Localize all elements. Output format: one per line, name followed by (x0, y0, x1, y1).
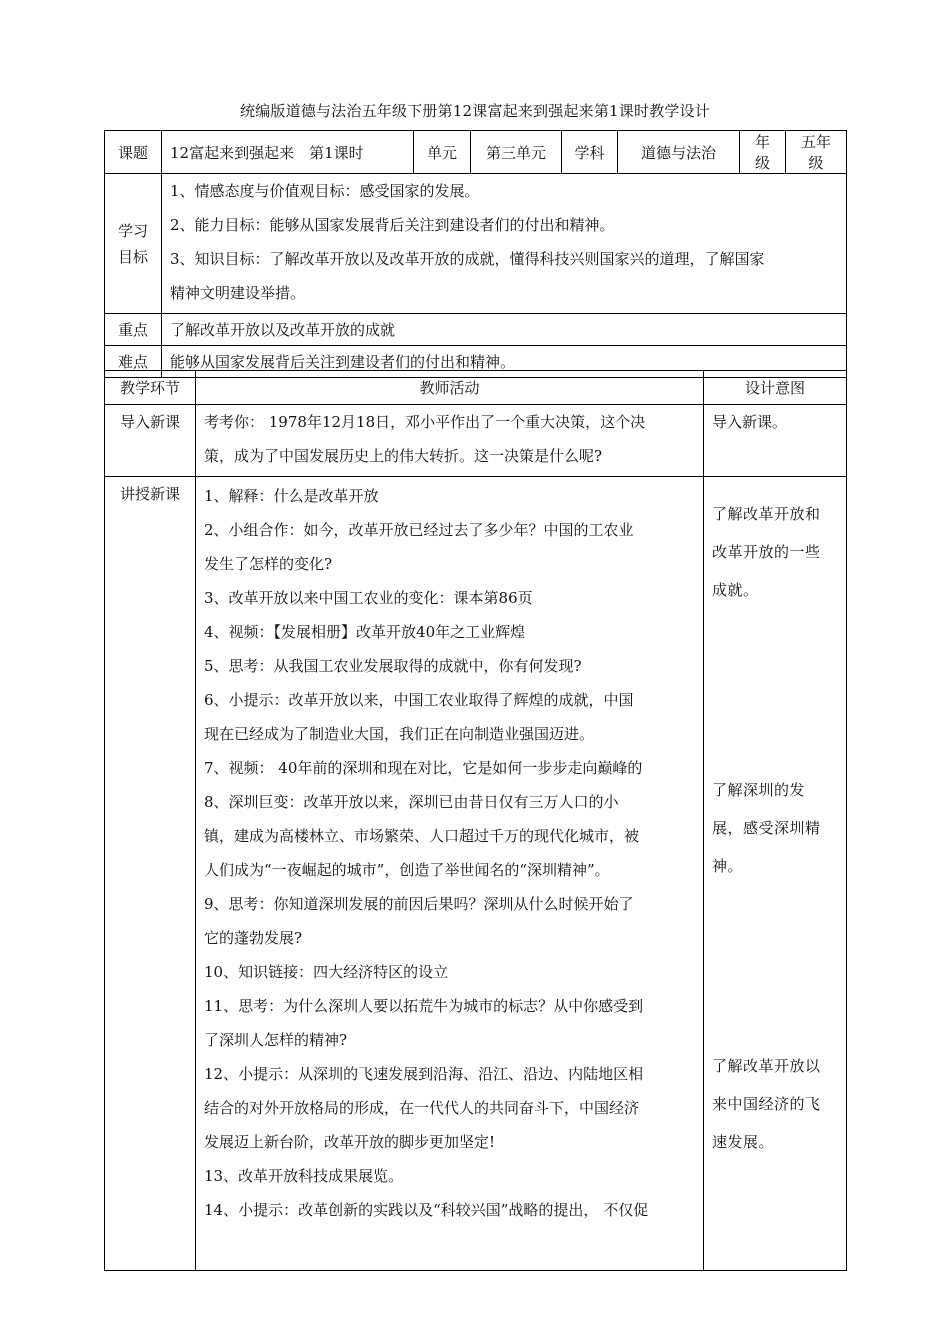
objectives-label: 学习 目标 (105, 174, 162, 314)
header-stage: 教学环节 (105, 371, 196, 405)
activity-line: 镇，建成为高楼林立、市场繁荣、人口超过千万的现代化城市，被 (204, 827, 640, 845)
activity-line: 现在已经成为了制造业大国，我们正在向制造业强国迈进。 (204, 725, 595, 743)
objective-item: 3、知识目标：了解改革开放以及改革开放的成就，懂得科技兴则国家兴的道理，了解国家 (170, 250, 765, 268)
grade-value: 五年级 (786, 131, 847, 174)
activity-line: 了深圳人怎样的精神? (204, 1031, 348, 1049)
subject-label: 学科 (562, 131, 618, 174)
activity-line: 结合的对外开放格局的形成，在一代代人的共同奋斗下，中国经济 (204, 1099, 640, 1117)
header-design-purpose: 设计意图 (704, 371, 847, 405)
purpose-line: 改革开放的一些 (712, 543, 821, 561)
activity-line: 8、深圳巨变：改革开放以来，深圳已由昔日仅有三万人口的小 (204, 793, 619, 811)
key-point-label: 重点 (105, 314, 162, 346)
activity-line: 7、视频： 40年前的深圳和现在对比，它是如何一步步走向巅峰的 (204, 759, 643, 777)
activity-line: 14、小提示：改革创新的实践以及“科较兴国”战略的提出， 不仅促 (204, 1201, 649, 1219)
purpose-line: 成就。 (712, 581, 759, 599)
activity-line: 2、小组合作：如今，改革开放已经过去了多少年？中国的工农业 (204, 521, 634, 539)
activity-line: 策，成为了中国发展历史上的伟大转折。这一决策是什么呢? (204, 447, 603, 465)
activity-line: 10、知识链接：四大经济特区的设立 (204, 963, 449, 981)
header-teacher-activity: 教师活动 (196, 371, 704, 405)
activity-line: 考考你： 1978年12月18日，邓小平作出了一个重大决策，这个决 (204, 413, 646, 431)
intro-stage: 导入新课 (105, 405, 196, 477)
teaching-process-table (104, 370, 847, 1271)
objectives-content (162, 174, 847, 314)
activity-line: 发展迈上新台阶，改革开放的脚步更加坚定! (204, 1133, 496, 1151)
subject-value: 道德与法治 (618, 131, 740, 174)
teach-stage: 讲授新课 (105, 477, 196, 1271)
activity-line: 9、思考：你知道深圳发展的前因后果吗？深圳从什么时候开始了 (204, 895, 634, 913)
topic-label: 课题 (105, 131, 162, 174)
activity-line: 发生了怎样的变化? (204, 555, 333, 573)
activity-line: 12、小提示：从深圳的飞速发展到沿海、沿江、沿边、内陆地区相 (204, 1065, 644, 1083)
unit-value: 第三单元 (471, 131, 562, 174)
activity-line: 13、改革开放科技成果展览。 (204, 1167, 404, 1185)
purpose-line: 来中国经济的飞 (712, 1095, 821, 1113)
unit-label: 单元 (414, 131, 471, 174)
activity-line: 11、思考：为什么深圳人要以拓荒牛为城市的标志？从中你感受到 (204, 997, 644, 1015)
activity-line: 人们成为“一夜崛起的城市”，创造了举世闻名的“深圳精神”。 (204, 861, 610, 879)
purpose-line: 神。 (712, 857, 744, 875)
purpose-line: 了解改革开放以 (712, 1057, 821, 1075)
page-title: 统编版道德与法治五年级下册第12课富起来到强起来第1课时教学设计 (239, 102, 711, 120)
teach-purpose (704, 477, 847, 1271)
intro-activity (196, 405, 704, 477)
activity-line: 6、小提示：改革开放以来，中国工农业取得了辉煌的成就，中国 (204, 691, 634, 709)
objective-item: 精神文明建设举措。 (170, 284, 306, 302)
purpose-line: 速发展。 (712, 1133, 775, 1151)
topic-value: 12富起来到强起来 第1课时 (162, 131, 414, 174)
activity-line: 1、解释：什么是改革开放 (204, 487, 379, 505)
purpose-line: 了解改革开放和 (712, 505, 821, 523)
intro-purpose: 导入新课。 (704, 405, 847, 477)
activity-line: 3、改革开放以来中国工农业的变化：课本第86页 (204, 589, 533, 607)
difficulty-value: 能够从国家发展背后关注到建设者们的付出和精神。 (162, 346, 847, 378)
objective-item: 1、情感态度与价值观目标：感受国家的发展。 (170, 182, 480, 200)
purpose-line: 展，感受深圳精 (712, 819, 821, 837)
activity-line: 4、视频：【发展相册】改革开放40年之工业辉煌 (204, 623, 526, 641)
lesson-info-table (104, 130, 847, 378)
activity-line: 它的蓬勃发展? (204, 929, 303, 947)
teach-activity (196, 477, 704, 1271)
difficulty-label: 难点 (105, 346, 162, 378)
purpose-line: 了解深圳的发 (712, 781, 806, 799)
grade-label: 年级 (740, 131, 786, 174)
objective-item: 2、能力目标：能够从国家发展背后关注到建设者们的付出和精神。 (170, 216, 615, 234)
key-point-value: 了解改革开放以及改革开放的成就 (162, 314, 847, 346)
activity-line: 5、思考：从我国工农业发展取得的成就中，你有何发现? (204, 657, 582, 675)
